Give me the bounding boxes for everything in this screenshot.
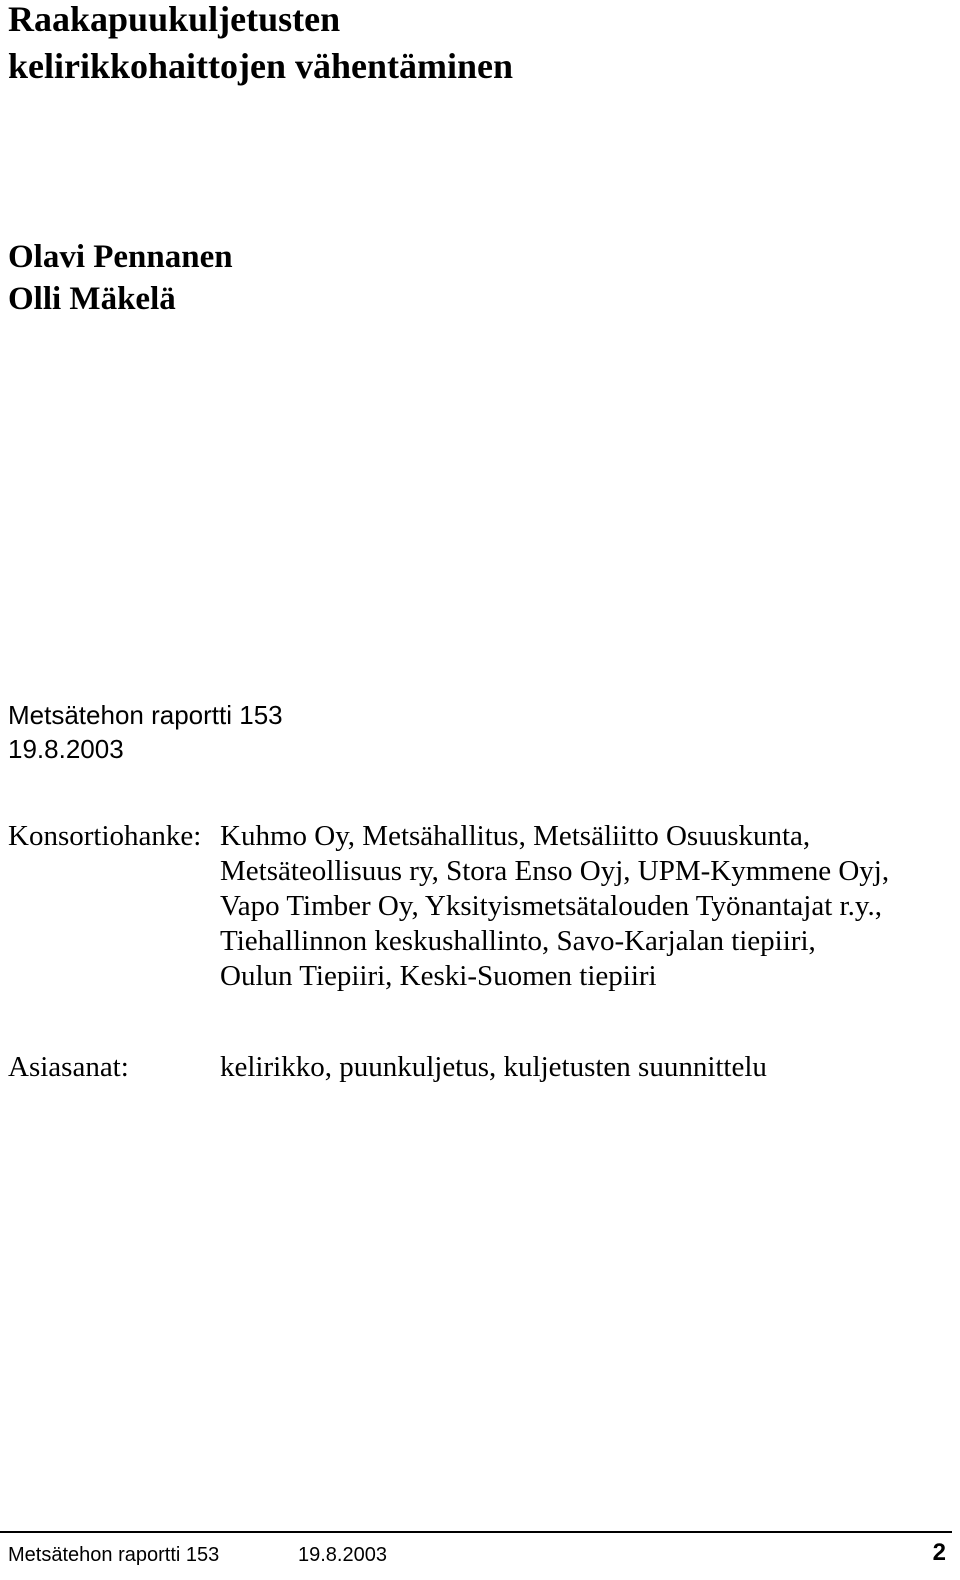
consortium-line-2: Metsäteollisuus ry, Stora Enso Oyj, UPM-Kymmene Oyj, [220,855,890,887]
consortium-line-4: Tiehallinnon keskushallinto, Savo-Karjalan tiepiiri, [220,925,816,957]
page-number: 2 [932,1539,946,1566]
consortium-line-5: Oulun Tiepiiri, Keski-Suomen tiepiiri [220,960,657,992]
author-2: Olli Mäkelä [8,281,176,317]
report-title [8,0,513,90]
title-line-2: kelirikkohaittojen vähentäminen [8,46,514,86]
report-info [8,698,283,766]
authors [8,236,233,320]
report-date: 19.8.2003 [8,734,124,764]
consortium-members [220,819,948,994]
consortium-line-1: Kuhmo Oy, Metsähallitus, Metsäliitto Osuuskunta, [220,820,811,852]
keywords-value: kelirikko, puunkuljetus, kuljetusten suunnittelu [220,1051,767,1083]
footer-date: 19.8.2003 [298,1544,387,1566]
consortium-line-3: Vapo Timber Oy, Yksityismetsätalouden Työnantajat r.y., [220,890,882,922]
footer-report-name: Metsätehon raportti 153 [8,1544,220,1566]
report-name: Metsätehon raportti 153 [8,700,283,730]
keywords-label: Asiasanat: [8,1051,129,1083]
consortium-label: Konsortiohanke: [8,820,202,852]
author-1: Olavi Pennanen [8,239,233,275]
title-line-1: Raakapuukuljetusten [8,0,341,39]
page-footer [0,1531,952,1577]
